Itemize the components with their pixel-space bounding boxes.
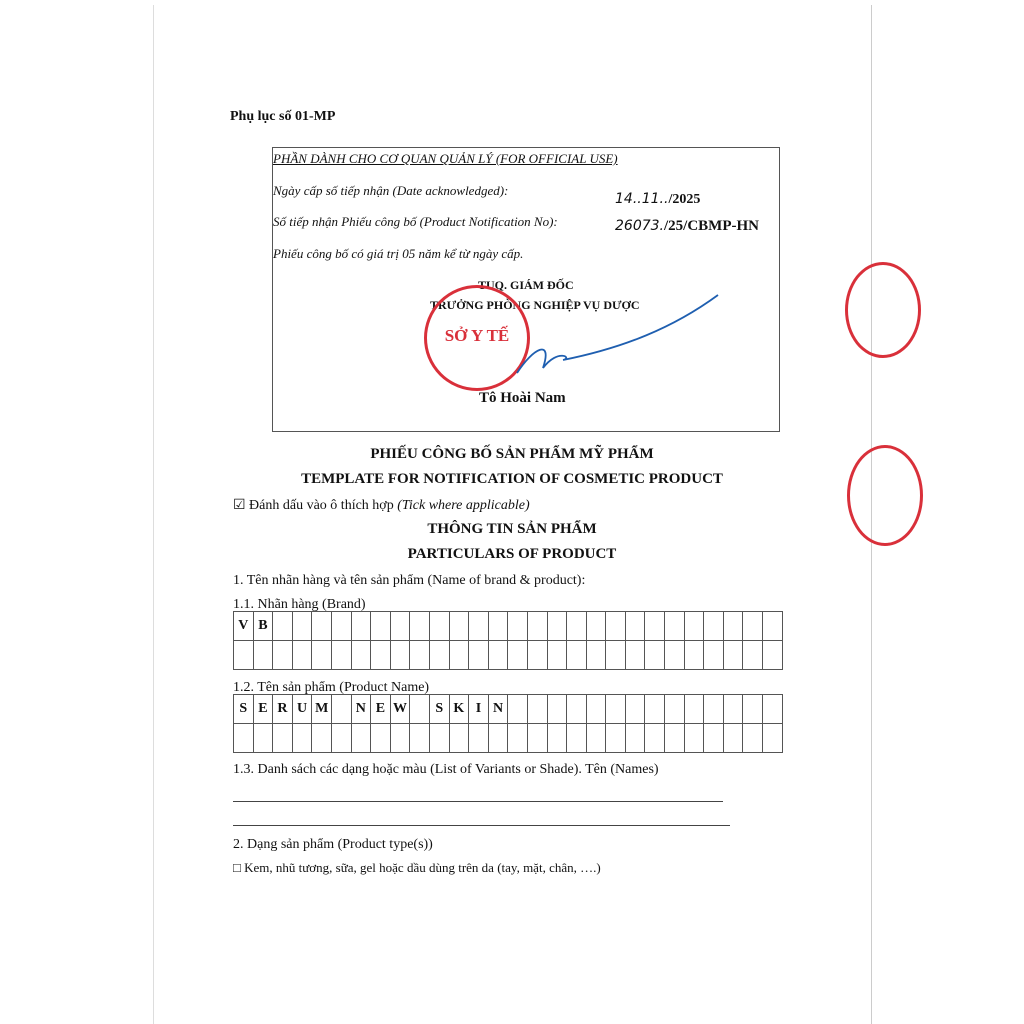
grid-cell (723, 724, 743, 753)
grid-cell (488, 724, 508, 753)
grid-cell (312, 612, 332, 641)
grid-cell (625, 641, 645, 670)
grid-cell (567, 612, 587, 641)
grid-cell (469, 724, 489, 753)
product-type-option-1: □ Kem, nhũ tương, sữa, gel hoặc dầu dùng trên da (tay, mặt, chân, ….) (233, 860, 601, 875)
grid-cell (586, 695, 606, 724)
grid-cell (763, 695, 783, 724)
grid-cell (606, 612, 626, 641)
grid-cell: V (234, 612, 254, 641)
grid-cell (508, 724, 528, 753)
grid-cell (449, 612, 469, 641)
notification-no-value (615, 218, 759, 235)
grid-cell (743, 695, 763, 724)
grid-cell (253, 724, 273, 753)
notification-no-label: Số tiếp nhận Phiếu công bố (Product Notification No): (273, 214, 558, 229)
question-1-2: 1.2. Tên sản phẩm (Product Name) (233, 680, 430, 695)
grid-cell (253, 641, 273, 670)
grid-cell (331, 724, 351, 753)
date-handwritten: 14..11.. (615, 191, 669, 207)
grid-cell (763, 612, 783, 641)
grid-cell (429, 612, 449, 641)
grid-cell (763, 724, 783, 753)
grid-cell (508, 612, 528, 641)
variants-line-2 (233, 825, 730, 826)
grid-cell (684, 695, 704, 724)
grid-cell (547, 695, 567, 724)
grid-cell (390, 612, 410, 641)
grid-cell (312, 724, 332, 753)
grid-cell (351, 612, 371, 641)
grid-cell: W (390, 695, 410, 724)
edge-stamp-2 (847, 445, 923, 546)
grid-cell: E (253, 695, 273, 724)
grid-cell: I (469, 695, 489, 724)
grid-cell: K (449, 695, 469, 724)
grid-cell (429, 641, 449, 670)
grid-cell (586, 724, 606, 753)
grid-cell (527, 612, 547, 641)
grid-cell (371, 724, 391, 753)
grid-cell (410, 612, 430, 641)
grid-cell (508, 695, 528, 724)
grid-cell (704, 695, 724, 724)
grid-cell: S (234, 695, 254, 724)
edge-stamp-1 (845, 262, 921, 358)
grid-cell (371, 612, 391, 641)
grid-cell (684, 724, 704, 753)
grid-cell (665, 641, 685, 670)
title-vi: PHIẾU CÔNG BỐ SẢN PHẨM MỸ PHẨM (370, 446, 654, 462)
grid-cell (645, 612, 665, 641)
grid-cell (469, 641, 489, 670)
tick-note-en: (Tick where applicable) (397, 498, 530, 513)
grid-cell (723, 641, 743, 670)
validity-note: Phiếu công bố có giá trị 05 năm kể từ ngày cấp. (273, 246, 524, 261)
grid-cell (665, 724, 685, 753)
grid-cell (704, 724, 724, 753)
grid-cell (234, 641, 254, 670)
grid-cell (292, 641, 312, 670)
grid-cell (312, 641, 332, 670)
grid-cell: R (273, 695, 293, 724)
grid-cell (390, 724, 410, 753)
grid-cell (469, 612, 489, 641)
grid-cell (508, 641, 528, 670)
grid-cell: M (312, 695, 332, 724)
grid-cell (547, 724, 567, 753)
grid-cell (645, 641, 665, 670)
grid-cell (606, 641, 626, 670)
grid-cell (410, 695, 430, 724)
brand-grid (233, 611, 783, 670)
grid-cell (684, 612, 704, 641)
grid-cell: E (371, 695, 391, 724)
grid-cell (606, 724, 626, 753)
grid-cell (665, 695, 685, 724)
grid-cell (625, 612, 645, 641)
grid-cell (449, 641, 469, 670)
grid-cell (567, 695, 587, 724)
grid-cell (704, 641, 724, 670)
grid-cell (625, 724, 645, 753)
grid-cell (665, 612, 685, 641)
no-handwritten: 26073. (615, 218, 664, 234)
grid-cell: N (351, 695, 371, 724)
question-1-3: 1.3. Danh sách các dạng hoặc màu (List of Variants or Shade). Tên (Names) (233, 762, 659, 777)
grid-cell (743, 641, 763, 670)
title-en: TEMPLATE FOR NOTIFICATION OF COSMETIC PRODUCT (301, 471, 723, 487)
grid-cell (410, 641, 430, 670)
grid-cell (351, 724, 371, 753)
grid-cell (331, 612, 351, 641)
grid-cell (723, 612, 743, 641)
grid-cell (547, 641, 567, 670)
grid-cell (527, 641, 547, 670)
grid-cell (331, 695, 351, 724)
question-2: 2. Dạng sản phẩm (Product type(s)) (233, 837, 433, 852)
grid-cell (234, 724, 254, 753)
official-heading: PHẦN DÀNH CHO CƠ QUAN QUẢN LÝ (FOR OFFICIAL USE) (273, 151, 618, 166)
signer-title-2: TRƯỞNG PHÒNG NGHIỆP VỤ DƯỢC (430, 298, 640, 312)
date-year: /2025 (668, 192, 701, 207)
grid-cell: B (253, 612, 273, 641)
grid-cell (488, 641, 508, 670)
grid-cell (371, 641, 391, 670)
grid-cell (351, 641, 371, 670)
grid-cell (292, 612, 312, 641)
grid-cell (763, 641, 783, 670)
grid-cell (743, 612, 763, 641)
stamp-text: SỞ Y TẾ (444, 326, 510, 345)
section-en: PARTICULARS OF PRODUCT (407, 546, 617, 562)
grid-cell (273, 724, 293, 753)
grid-cell (606, 695, 626, 724)
question-1: 1. Tên nhãn hàng và tên sản phẩm (Name of brand & product): (233, 573, 586, 588)
date-label: Ngày cấp số tiếp nhận (Date acknowledged): (273, 183, 509, 198)
grid-cell (586, 612, 606, 641)
grid-cell (273, 641, 293, 670)
grid-cell: N (488, 695, 508, 724)
signer-title-1: TUQ. GIÁM ĐỐC (478, 278, 574, 292)
signer-name: Tô Hoài Nam (479, 390, 566, 406)
grid-cell (567, 641, 587, 670)
appendix-label: Phụ lục số 01-MP (230, 109, 336, 124)
grid-cell: S (429, 695, 449, 724)
official-use-box (272, 147, 780, 432)
tick-note-vi: ☑ Đánh dấu vào ô thích hợp (233, 498, 394, 513)
grid-cell (645, 695, 665, 724)
grid-cell (743, 724, 763, 753)
grid-cell (488, 612, 508, 641)
section-vi: THÔNG TIN SẢN PHẨM (427, 521, 597, 537)
grid-cell (704, 612, 724, 641)
grid-cell (449, 724, 469, 753)
grid-cell (567, 724, 587, 753)
grid-cell (586, 641, 606, 670)
grid-cell (625, 695, 645, 724)
grid-cell (331, 641, 351, 670)
variants-line-1 (233, 801, 723, 802)
grid-cell (410, 724, 430, 753)
product-name-grid (233, 694, 783, 753)
no-suffix: /25/CBMP-HN (664, 218, 759, 234)
grid-cell (684, 641, 704, 670)
grid-cell (390, 641, 410, 670)
grid-cell (527, 724, 547, 753)
signature (513, 288, 723, 378)
grid-cell (292, 724, 312, 753)
grid-cell (527, 695, 547, 724)
tick-note (233, 497, 530, 514)
grid-cell: U (292, 695, 312, 724)
grid-cell (547, 612, 567, 641)
grid-cell (273, 612, 293, 641)
grid-cell (429, 724, 449, 753)
grid-cell (723, 695, 743, 724)
question-1-1: 1.1. Nhãn hàng (Brand) (233, 597, 366, 612)
date-value (615, 191, 700, 208)
grid-cell (645, 724, 665, 753)
